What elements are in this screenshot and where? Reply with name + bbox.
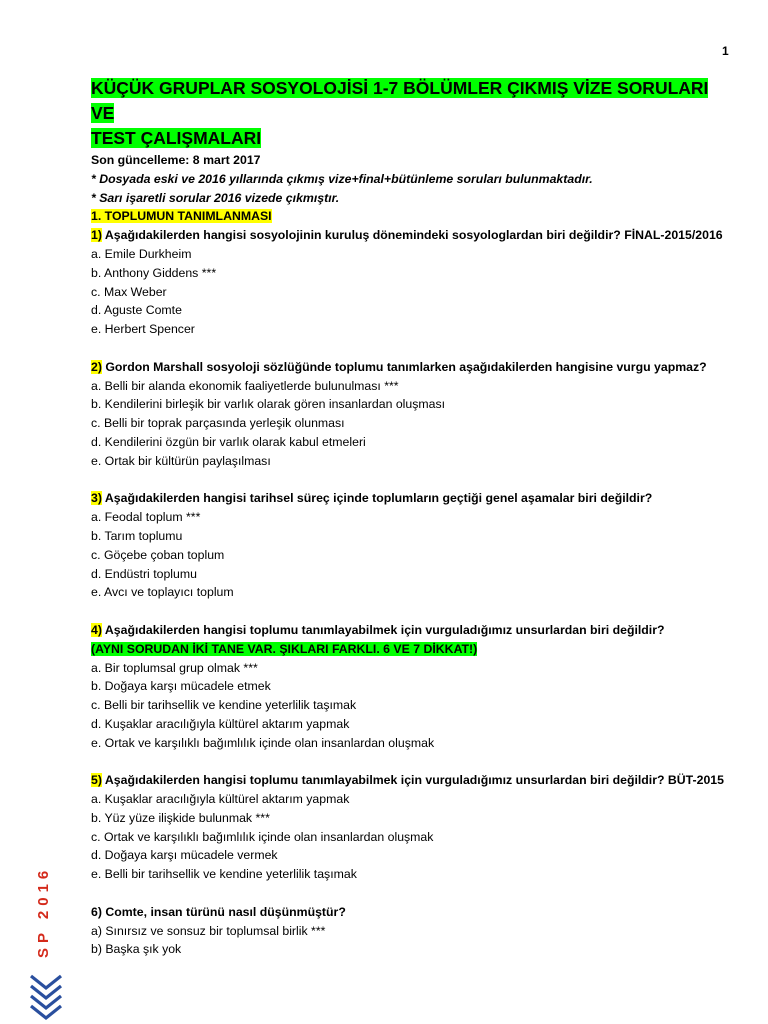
answer-option: b. Tarım toplumu [91, 528, 183, 543]
answer-option: a. Bir toplumsal grup olmak *** [91, 660, 258, 675]
spacer [91, 884, 731, 903]
answer-option: c. Belli bir tarihsellik ve kendine yeterlilik taşımak [91, 698, 357, 713]
answer-option: c. Göçebe çoban toplum [91, 547, 225, 562]
section-heading: 1. TOPLUMUN TANIMLANMASI [91, 209, 272, 224]
page-number: 1 [722, 44, 729, 58]
spacer [91, 339, 731, 358]
question-number: 2) [91, 359, 102, 374]
answer-option: b. Anthony Giddens *** [91, 265, 217, 280]
last-update: Son güncelleme: 8 mart 2017 [91, 153, 261, 167]
answer-option: b. Yüz yüze ilişkide bulunmak *** [91, 810, 270, 825]
answer-option: e. Ortak bir kültürün paylaşılması [91, 453, 271, 468]
sidebar-brand-text: SP 2016 [35, 865, 52, 958]
answer-option: a) Sınırsız ve sonsuz bir toplumsal birlik *** [91, 923, 326, 938]
answer-option: b. Kendilerini birleşik bir varlık olarak gören insanlardan oluşması [91, 397, 446, 412]
answer-option: d. Doğaya karşı mücadele vermek [91, 848, 278, 863]
question-number: 4) [91, 622, 102, 637]
answer-option: e. Herbert Spencer [91, 322, 195, 337]
answer-option: c. Ortak ve karşılıklı bağımlılık içinde olan insanlardan oluşmak [91, 829, 434, 844]
question-note: (AYNI SORUDAN İKİ TANE VAR. ŞIKLARI FARKLI. 6 VE 7 DİKKAT!) [91, 641, 478, 656]
answer-option: d. Aguste Comte [91, 303, 182, 318]
answer-option: c. Belli bir toprak parçasında yerleşik olunması [91, 416, 345, 431]
question-text: Aşağıdakilerden hangisi toplumu tanımlayabilmek için vurguladığımız unsurlardan biri değildir? BÜT-2015 [101, 773, 724, 788]
answer-option: d. Endüstri toplumu [91, 566, 197, 581]
answer-option: d. Kendilerini özgün bir varlık olarak kabul etmeleri [91, 434, 366, 449]
question-number: 3) [91, 491, 102, 506]
answer-option: b) Başka şık yok [91, 942, 182, 957]
note-2: * Sarı işaretli sorular 2016 vizede çıkmıştır. [91, 190, 340, 205]
answer-option: b. Doğaya karşı mücadele etmek [91, 679, 271, 694]
question-1 [91, 226, 731, 245]
answer-option: e. Belli bir tarihsellik ve kendine yeterlilik taşımak [91, 867, 357, 882]
question-text: Aşağıdakilerden hangisi tarihsel süreç içinde toplumların geçtiği genel aşamalar biri değildir? [101, 491, 653, 506]
question-text: Aşağıdakilerden hangisi sosyolojinin kuruluş dönemindeki sosyologlardan biri değildir? FİNAL-2015/2016 [101, 228, 723, 243]
spacer [91, 753, 731, 772]
title-line-1: KÜÇÜK GRUPLAR SOSYOLOJİSİ 1-7 BÖLÜMLER ÇIKMIŞ VİZE SORULARI VE [91, 78, 709, 123]
answer-option: e. Ortak ve karşılıklı bağımlılık içinde olan insanlardan oluşmak [91, 735, 435, 750]
question-5 [91, 771, 731, 790]
answer-option: a. Emile Durkheim [91, 246, 192, 261]
answer-option: a. Kuşaklar aracılığıyla kültürel aktarım yapmak [91, 792, 350, 807]
document-title-continued [91, 126, 731, 151]
question-6: 6) Comte, insan türünü nasıl düşünmüştür? [91, 904, 346, 919]
question-number: 1) [91, 228, 102, 243]
answer-option: e. Avcı ve toplayıcı toplum [91, 585, 234, 600]
question-number: 5) [91, 773, 102, 788]
answer-option: a. Feodal toplum *** [91, 510, 201, 525]
chevron-down-icon [29, 972, 63, 1022]
answer-option: a. Belli bir alanda ekonomik faaliyetlerde bulunulması *** [91, 378, 399, 393]
question-3 [91, 489, 731, 508]
question-text: Aşağıdakilerden hangisi toplumu tanımlayabilmek için vurguladığımız unsurlardan biri değildir? [101, 622, 665, 637]
document-title [91, 76, 731, 126]
question-text: Gordon Marshall sosyoloji sözlüğünde toplumu tanımlarken aşağıdakilerden hangisine vurgu yapmaz? [101, 359, 707, 374]
document-body [91, 76, 731, 959]
spacer [91, 471, 731, 490]
note-1: * Dosyada eski ve 2016 yıllarında çıkmış vize+final+bütünleme soruları bulunmaktadır. [91, 171, 593, 186]
question-2 [91, 358, 731, 377]
answer-option: c. Max Weber [91, 284, 167, 299]
spacer [91, 602, 731, 621]
title-line-2: TEST ÇALIŞMALARI [91, 128, 262, 148]
question-4 [91, 621, 731, 640]
answer-option: d. Kuşaklar aracılığıyla kültürel aktarım yapmak [91, 716, 350, 731]
